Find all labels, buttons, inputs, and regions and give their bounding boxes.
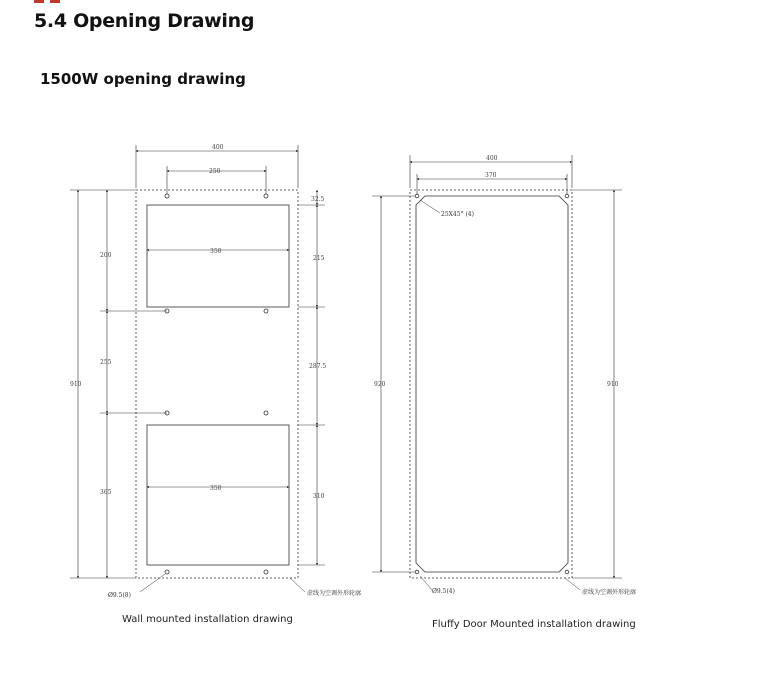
hole-label: Ø9.5(4) [432, 588, 455, 595]
dim-label: 350 [210, 485, 222, 492]
subheading: 1500W opening drawing [40, 70, 246, 88]
dim-label: 287.5 [309, 363, 327, 370]
mounting-hole [165, 194, 169, 198]
door-cutout [416, 196, 568, 572]
mounting-hole [264, 309, 268, 313]
dim-label: 370 [485, 172, 497, 179]
dim-label: 310 [313, 493, 325, 500]
wall-mounted-drawing [70, 145, 325, 592]
mounting-hole [565, 194, 569, 198]
dim-label: 215 [313, 255, 325, 262]
dim-label: 250 [209, 168, 221, 175]
dim-label: 350 [210, 248, 222, 255]
dim-label: 255 [100, 359, 112, 366]
dim-label: 910 [607, 381, 619, 388]
mounting-hole [565, 570, 569, 574]
wall-dimension-labels [70, 144, 361, 599]
mounting-hole [264, 411, 268, 415]
door-unit-outline [410, 190, 572, 578]
dim-label: 365 [100, 489, 112, 496]
mounting-hole [415, 570, 419, 574]
dim-label: 920 [374, 381, 386, 388]
dim-label: 200 [100, 252, 112, 259]
dim-label: 400 [212, 144, 224, 151]
wall-drawing-caption: Wall mounted installation drawing [122, 614, 293, 625]
dim-label: 400 [486, 155, 498, 162]
outline-note: 虚线为空调外形轮廓 [307, 590, 362, 597]
mounting-hole [264, 194, 268, 198]
door-dimension-labels [374, 155, 636, 596]
section-heading: 5.4 Opening Drawing [34, 10, 255, 32]
outline-note: 虚线为空调外形轮廓 [582, 589, 637, 596]
mounting-hole [415, 194, 419, 198]
hole-label: Ø9.5(8) [108, 592, 131, 599]
wall-bottom-cutout [147, 425, 289, 565]
door-drawing-caption: Fluffy Door Mounted installation drawing [432, 619, 636, 630]
door-mounted-drawing [372, 155, 622, 590]
corner-label: 25X45° (4) [441, 211, 474, 218]
dim-label: 910 [70, 381, 82, 388]
mounting-hole [165, 570, 169, 574]
wall-top-cutout [147, 205, 289, 307]
mounting-hole [264, 570, 268, 574]
dim-label: 32.5 [311, 196, 325, 203]
